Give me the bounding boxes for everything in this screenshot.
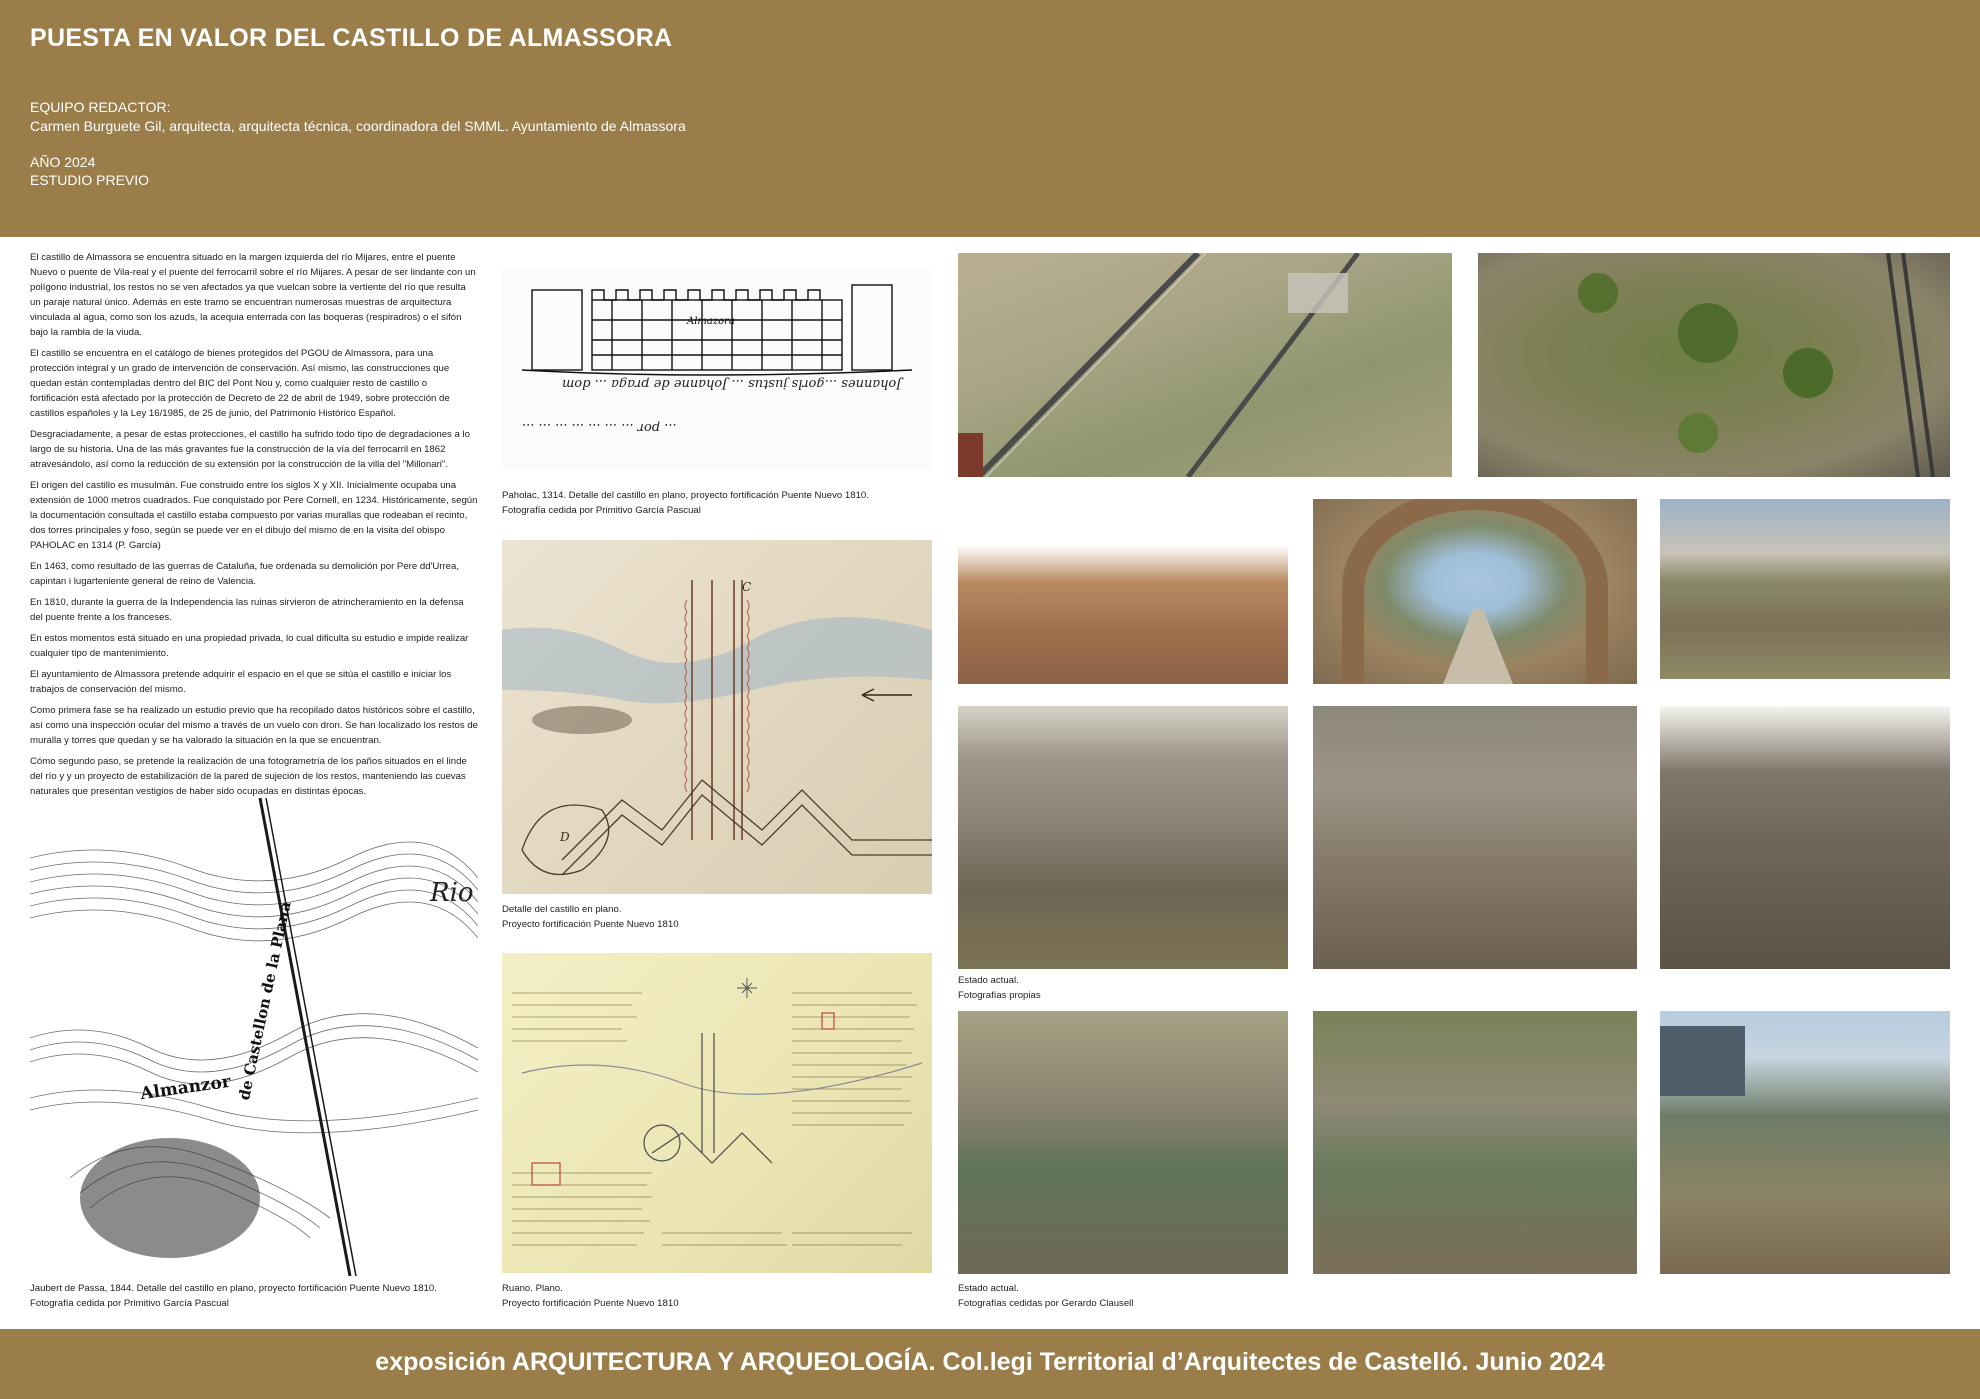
paholac-sketch-image: [502, 270, 932, 470]
caption-paholac: [502, 488, 932, 518]
caption-ruano: [502, 1281, 932, 1311]
page-title: PUESTA EN VALOR DEL CASTILLO DE ALMASSORA: [30, 24, 673, 52]
paragraph: Desgraciadamente, a pesar de estas protecciones, el castillo ha sufrido todo tipo de degradaciones a lo largo de su historia. Una de las más gravantes fue la construcción de la vía del ferrocarril en 1862 atravesándolo, así como la reducción de su extensión por la construcción de la villa del "Millonari".: [30, 429, 470, 470]
wall-photo-2-fill: [1313, 706, 1637, 969]
footer-text: exposición ARQUITECTURA Y ARQUEOLOGÍA. Col.legi Territorial d’Arquitectes de Castelló. Junio 2024: [375, 1348, 1605, 1376]
wall-photo-1: [958, 706, 1288, 969]
paragraph: El ayuntamiento de Almassora pretende adquirir el espacio en el que se sitúa el castillo e iniciar los trabajos de conservación del mismo.: [30, 669, 452, 695]
agave-photo-1: [958, 1011, 1288, 1274]
castle-plan-image: [502, 540, 932, 894]
header-banner: [0, 0, 1980, 237]
caption-line: Proyecto fortificación Puente Nuevo 1810: [502, 1298, 679, 1309]
caption-line: Estado actual.: [958, 975, 1019, 986]
wall-photo-3: [1660, 706, 1950, 969]
caption-line: Fotografía cedida por Primitivo García Pascual: [502, 505, 701, 516]
aerial-photo: [958, 253, 1452, 477]
caption-line: Proyecto fortificación Puente Nuevo 1810: [502, 919, 679, 930]
paragraph: El castillo de Almassora se encuentra situado en la margen izquierda del río Mijares, entre el puente Nuevo o puente de Vila-real y el puente del ferrocarril sobre el río Mijares. A pesar de ser lindante con un polígono industrial, los restos no se ven afectados ya que vuelcan sobre la vertiente del río que resulta un paraje natural único. Además en este tramo se encuentran numerosas muestras de arquitectura vinculada al agua, como son los azuds, la acequia enterrada con las boqueras (respiradros) o el sifón bajo la rambla de la viuda.: [30, 252, 476, 338]
plan-label-d: D: [560, 830, 570, 844]
jaubert-map-image: [30, 798, 478, 1276]
sketch-script-line-1: Johannes ...gorls justus ... Johanne de praga ... dom: [562, 376, 902, 391]
paragraph: El origen del castillo es musulmán. Fue construido entre los siglos X y XII. Inicialmente ocupaba una extensión de 1000 metros cuadrados. Fue conquistado por Pere Cornell, en 1234. Históricamente, según la documentación consultada el castillo estaba compuesto por varias murallas que rodeaban el recinto, dos torres principales y foso, según se puede ver en el dibujo del mismo de en la visita del obispo PAHOLAC en 1314 (P. García): [30, 480, 478, 551]
ruano-plan-image: [502, 953, 932, 1273]
caption-line: Fotografías cedidas por Gerardo Clausell: [958, 1298, 1134, 1309]
rock-photo: [958, 499, 1288, 684]
caption-line: Paholac, 1314. Detalle del castillo en plano, proyecto fortificación Puente Nuevo 1810.: [502, 490, 869, 501]
agave-photo-2-fill: [1313, 1011, 1637, 1274]
paragraph: El castillo se encuentra en el catálogo de bienes protegidos del PGOU de Almassora, para una protección integral y un grado de intervención de conservación. Así mismo, las construcciones que quedan están contempladas dentro del BIC del Pont Nou y, como cualquier resto de castillo o fortificación está afectado por la protección de Decreto de 22 de abril de 1949, sobre protección de castillos españoles y la Ley 16/1985, de 25 de junio, del Patrimonio Histórico Español.: [30, 348, 450, 419]
caption-plano: [502, 902, 932, 932]
caption-line: Detalle del castillo en plano.: [502, 904, 622, 915]
caption-estado-cedidas: [958, 1281, 1458, 1311]
caption-line: Fotografías propias: [958, 990, 1041, 1001]
team-label: EQUIPO REDACTOR:: [30, 99, 171, 115]
map-label-place: Almanzor: [139, 1071, 232, 1105]
wall-photo-3-fill: [1660, 706, 1950, 969]
map-label-river: Rio: [430, 878, 474, 908]
pond-photo-fill: [1660, 499, 1950, 679]
sketch-castle-label: Almazora: [687, 316, 735, 327]
shed-building: [1660, 1026, 1745, 1096]
footer-banner: [0, 1329, 1980, 1399]
caption-estado-propias: [958, 973, 1288, 1003]
caption-jaubert: [30, 1281, 478, 1311]
caption-line: Fotografía cedida por Primitivo García Pascual: [30, 1298, 229, 1309]
agave-photo-1-fill: [958, 1011, 1288, 1274]
plan-label-c: C: [742, 580, 752, 594]
shed-photo: [1660, 1011, 1950, 1274]
phase-label: ESTUDIO PREVIO: [30, 172, 150, 188]
tunnel-photo: [1313, 499, 1637, 684]
map-label-road: de Castellon de la Plana: [235, 899, 295, 1102]
team-name: Carmen Burguete Gil, arquitecta, arquitecta técnica, coordinadora del SMML. Ayuntamiento de Almassora: [30, 118, 686, 134]
caption-line: Estado actual.: [958, 1283, 1019, 1294]
wall-photo-2: [1313, 706, 1637, 969]
rock-photo-fill: [958, 499, 1288, 684]
paragraph: En 1810, durante la guerra de la Independencia las ruinas sirvieron de atrincheramiento en la defensa del puente frente a los franceses.: [30, 597, 464, 623]
paragraph: Cómo segundo paso, se pretende la realización de una fotogrametría de los paños situados en el linde del río y y un proyecto de estabilización de la pared de sujeción de los restos, manteniendo las cuevas naturales que presentan vestigios de haber sido ocupadas en distintas épocas.: [30, 756, 467, 797]
paragraph: En 1463, como resultado de las guerras de Cataluña, fue ordenada su demolición por Pere dd'Urrea, capintan i lugarteniente general de reino de Valencia.: [30, 561, 460, 587]
caption-line: Ruano. Plano.: [502, 1283, 563, 1294]
agave-photo-2: [1313, 1011, 1637, 1274]
wall-photo-1-fill: [958, 706, 1288, 969]
sketch-script-line-2: ... por ... ... ... ... ... ... ...: [522, 420, 677, 435]
paragraph: Como primera fase se ha realizado un estudio previo que ha recopilado datos históricos sobre el castillo, así como una inspección ocular del mismo a través de un vuelo con dron. Se han localizado los restos de muralla y torres que quedan y se ha valorado la situación en la que se encuentran.: [30, 705, 478, 746]
caption-line: Jaubert de Passa, 1844. Detalle del castillo en plano, proyecto fortificación Puente Nuevo 1810.: [30, 1283, 437, 1294]
pond-photo: [1660, 499, 1950, 679]
drone-photo: [1478, 253, 1950, 477]
year-label: AÑO 2024: [30, 154, 96, 170]
paragraph: En estos momentos está situado en una propiedad privada, lo cual dificulta su estudio e impide realizar cualquier tipo de mantenimiento.: [30, 633, 469, 659]
body-text: [30, 250, 478, 805]
